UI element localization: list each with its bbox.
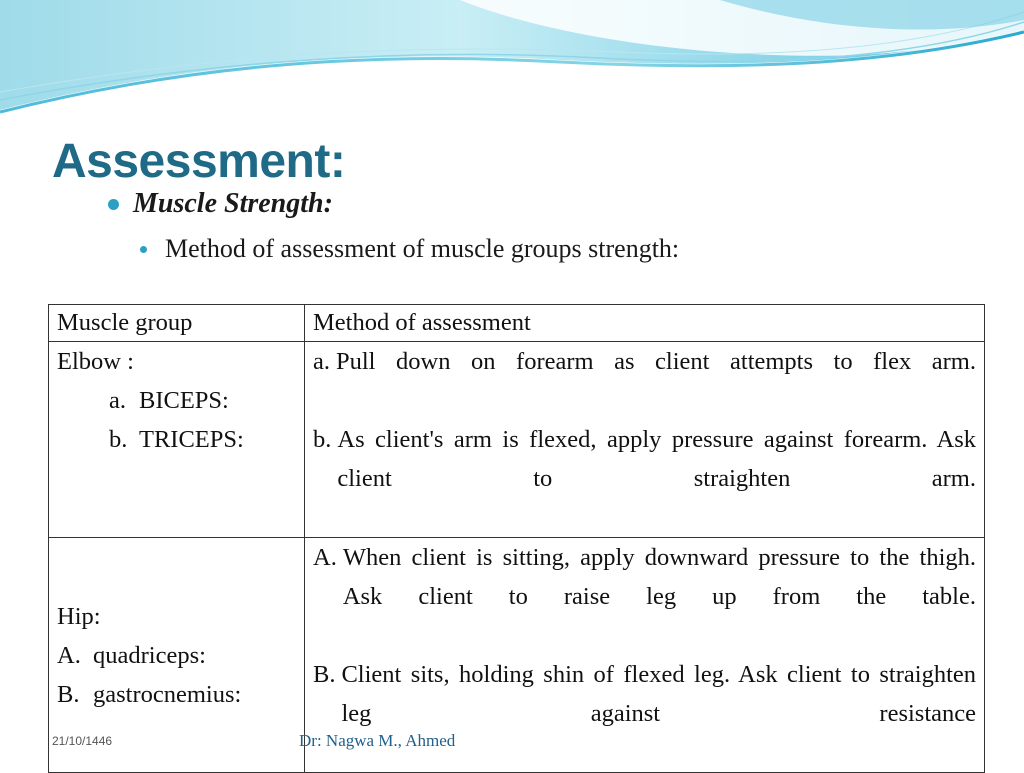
elbow-item-biceps: a. BICEPS:: [109, 387, 229, 414]
cell-elbow-methods: [305, 342, 985, 538]
header-cell-method: Method of assessment: [305, 305, 985, 342]
cell-elbow-group: [49, 342, 305, 538]
method-elbow-b: b. As client's arm is flexed, apply pressure against forearm. Ask client to straighten arm.: [313, 426, 976, 492]
bullet-dot-small-icon: [140, 246, 147, 253]
table-header-row: [49, 305, 985, 342]
table-row-hip: [49, 538, 985, 773]
bullet-muscle-strength: [108, 188, 333, 220]
footer-author: Dr: Nagwa M., Ahmed: [299, 731, 456, 750]
header-cell-muscle-group: Muscle group: [49, 305, 305, 342]
method-hip-b: B. Client sits, holding shin of flexed leg. Ask client to straighten leg against resistance: [313, 661, 976, 727]
header-wave-decoration: [0, 0, 1024, 120]
hip-label: Hip:: [57, 602, 101, 630]
elbow-label: Elbow :: [57, 348, 134, 375]
elbow-item-triceps: b. TRICEPS:: [109, 426, 244, 453]
table-row-elbow: [49, 342, 985, 538]
hip-item-quadriceps: A. quadriceps:: [57, 641, 206, 669]
bullet-method-description: [140, 234, 679, 264]
hip-item-gastrocnemius: B. gastrocnemius:: [57, 680, 242, 708]
method-hip-a: A. When client is sitting, apply downward pressure to the thigh. Ask client to raise leg up from the table.: [313, 544, 976, 610]
muscle-assessment-table: [48, 304, 985, 773]
bullet-dot-icon: [108, 199, 119, 210]
bullet-level1-text: Muscle Strength:: [133, 188, 333, 219]
method-elbow-a: a. Pull down on forearm as client attempts to flex arm.: [313, 348, 976, 375]
footer-date: 21/10/1446: [52, 734, 113, 748]
bullet-level2-text: Method of assessment of muscle groups strength:: [165, 234, 680, 263]
slide-title: Assessment:: [52, 135, 346, 188]
